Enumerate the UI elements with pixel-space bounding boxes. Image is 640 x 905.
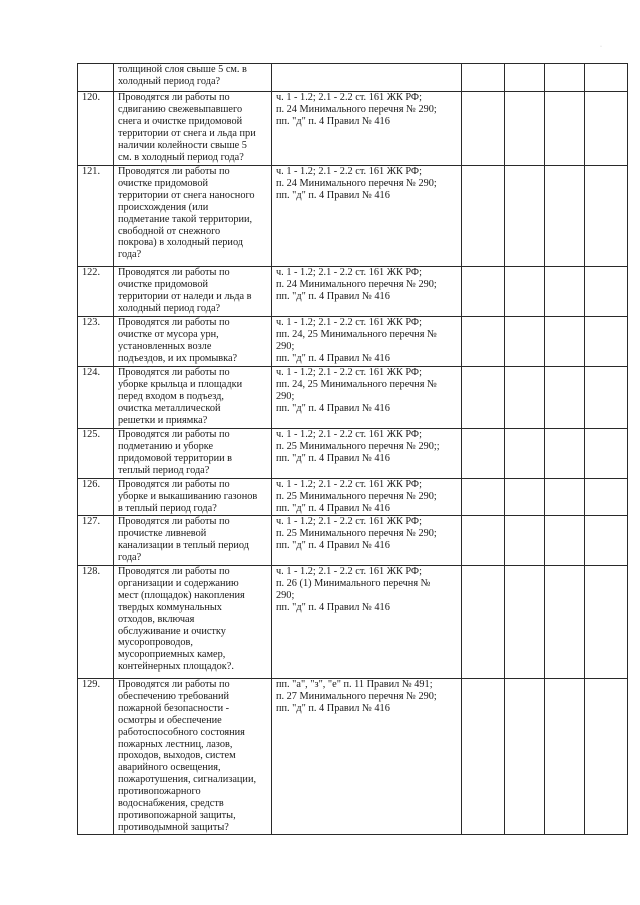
answer-cell-4[interactable] — [585, 367, 628, 429]
reference-line: 290; — [276, 589, 295, 601]
answer-cell-4[interactable] — [585, 479, 628, 516]
row-number: 124. — [78, 367, 114, 429]
answer-cell-1[interactable] — [462, 566, 505, 679]
row-number: 128. — [78, 566, 114, 679]
reference-line: п. 27 Минимального перечня № 290; — [276, 690, 437, 702]
answer-cell-2[interactable] — [505, 429, 545, 479]
reference-line: пп. "д" п. 4 Правил № 416 — [276, 189, 390, 201]
answer-cell-1[interactable] — [462, 679, 505, 835]
answer-cell-2[interactable] — [505, 166, 545, 267]
question-line: обеспечению требований — [118, 690, 230, 702]
reference-cell — [272, 566, 462, 679]
answer-cell-3[interactable] — [545, 92, 585, 166]
table-row — [78, 166, 628, 267]
question-cell — [114, 317, 272, 367]
row-number: 123. — [78, 317, 114, 367]
question-line: решетки и приямка? — [118, 414, 208, 426]
question-line: мест (площадок) накопления — [118, 589, 245, 601]
reference-line: пп. "д" п. 4 Правил № 416 — [276, 601, 390, 613]
table-row — [78, 566, 628, 679]
table-row — [78, 317, 628, 367]
question-line: холодный период года? — [118, 75, 221, 87]
answer-cell-2[interactable] — [505, 92, 545, 166]
page-mark: · — [600, 44, 602, 50]
answer-cell-1[interactable] — [462, 479, 505, 516]
reference-cell — [272, 64, 462, 92]
question-cell — [114, 92, 272, 166]
answer-cell-3[interactable] — [545, 367, 585, 429]
answer-cell-2[interactable] — [505, 516, 545, 566]
question-line: происхождения (или — [118, 201, 209, 213]
question-line: очистка металлической — [118, 402, 221, 414]
question-line: наличии колейности свыше 5 — [118, 139, 247, 151]
answer-cell-1[interactable] — [462, 317, 505, 367]
reference-line: ч. 1 - 1.2; 2.1 - 2.2 ст. 161 ЖК РФ; — [276, 166, 422, 177]
question-line: обслуживание и очистку — [118, 625, 226, 637]
reference-line: ч. 1 - 1.2; 2.1 - 2.2 ст. 161 ЖК РФ; — [276, 479, 422, 490]
question-line: Проводятся ли работы по — [118, 317, 230, 328]
question-line: противопожарного — [118, 786, 201, 798]
answer-cell-4[interactable] — [585, 679, 628, 835]
answer-cell-3[interactable] — [545, 679, 585, 835]
reference-line: 290; — [276, 390, 295, 402]
reference-line: пп. "д" п. 4 Правил № 416 — [276, 539, 390, 551]
question-line: отходов, включая — [118, 613, 195, 625]
question-line: покрова) в холодный период — [118, 237, 244, 249]
question-line: уборке крыльца и площадки — [118, 378, 243, 390]
answer-cell-1[interactable] — [462, 92, 505, 166]
answer-cell-3[interactable] — [545, 516, 585, 566]
question-line: придомовой территории в — [118, 452, 233, 464]
answer-cell-4[interactable] — [585, 92, 628, 166]
question-line: Проводятся ли работы по — [118, 166, 230, 177]
answer-cell-1[interactable] — [462, 367, 505, 429]
question-line: твердых коммунальных — [118, 601, 222, 613]
question-line: уборке и выкашиванию газонов — [118, 490, 258, 502]
question-line: водоснабжения, средств — [118, 798, 224, 810]
row-number: 121. — [78, 166, 114, 267]
reference-line: п. 26 (1) Минимального перечня № — [276, 577, 431, 589]
reference-line: пп. "д" п. 4 Правил № 416 — [276, 290, 390, 302]
question-line: территории от снега и льда при — [118, 127, 256, 139]
table-row — [78, 64, 628, 92]
answer-cell-3[interactable] — [545, 267, 585, 317]
reference-cell — [272, 267, 462, 317]
question-line: Проводятся ли работы по — [118, 429, 230, 440]
reference-line: ч. 1 - 1.2; 2.1 - 2.2 ст. 161 ЖК РФ; — [276, 429, 422, 440]
table-row — [78, 679, 628, 835]
reference-line: пп. 24, 25 Минимального перечня № — [276, 378, 437, 390]
question-line: холодный период года? — [118, 302, 221, 314]
question-line: работоспособного состояния — [118, 726, 245, 738]
row-number — [78, 64, 114, 92]
question-line: территории от наледи и льда в — [118, 290, 252, 302]
reference-line: ч. 1 - 1.2; 2.1 - 2.2 ст. 161 ЖК РФ; — [276, 367, 422, 378]
reference-line: пп. "д" п. 4 Правил № 416 — [276, 452, 390, 464]
answer-cell-1[interactable] — [462, 516, 505, 566]
question-line: территории от снега наносного — [118, 189, 255, 201]
question-cell — [114, 566, 272, 679]
reference-cell — [272, 516, 462, 566]
answer-cell-3[interactable] — [545, 429, 585, 479]
question-line: установленных возле — [118, 340, 212, 352]
question-cell — [114, 267, 272, 317]
answer-cell-4[interactable] — [585, 429, 628, 479]
answer-cell-2[interactable] — [505, 64, 545, 92]
answer-cell-3[interactable] — [545, 166, 585, 267]
table-row — [78, 429, 628, 479]
question-line: Проводятся ли работы по — [118, 679, 230, 690]
question-line: подметанию и уборке — [118, 440, 214, 452]
row-number: 125. — [78, 429, 114, 479]
reference-line: пп. "д" п. 4 Правил № 416 — [276, 702, 390, 714]
question-line: организации и содержанию — [118, 577, 239, 589]
question-line: проходов, выходов, систем — [118, 750, 236, 762]
question-cell — [114, 679, 272, 835]
reference-cell — [272, 479, 462, 516]
question-line: мусоропроводов, — [118, 637, 193, 649]
answer-cell-1[interactable] — [462, 166, 505, 267]
answer-cell-3[interactable] — [545, 566, 585, 679]
answer-cell-1[interactable] — [462, 267, 505, 317]
reference-cell — [272, 429, 462, 479]
question-line: снега и очистке придомовой — [118, 115, 243, 127]
question-line: сдвиганию свежевыпавшего — [118, 103, 243, 115]
answer-cell-2[interactable] — [505, 267, 545, 317]
reference-line: пп. 24, 25 Минимального перечня № — [276, 328, 437, 340]
question-line: года? — [118, 249, 142, 261]
reference-line: п. 24 Минимального перечня № 290; — [276, 177, 437, 189]
table-row — [78, 479, 628, 516]
question-line: канализации в теплый период — [118, 539, 249, 551]
question-line: очистке придомовой — [118, 278, 209, 290]
answer-cell-2[interactable] — [505, 367, 545, 429]
answer-cell-4[interactable] — [585, 516, 628, 566]
question-line: в теплый период года? — [118, 502, 217, 514]
reference-line: п. 25 Минимального перечня № 290; — [276, 490, 437, 502]
question-line: контейнерных площадок?. — [118, 661, 234, 673]
answer-cell-4[interactable] — [585, 317, 628, 367]
reference-line: пп. "д" п. 4 Правил № 416 — [276, 115, 390, 127]
row-number: 120. — [78, 92, 114, 166]
question-line: свободной от снежного — [118, 225, 221, 237]
answer-cell-4[interactable] — [585, 267, 628, 317]
question-line: аварийного освещения, — [118, 762, 221, 774]
reference-line: п. 25 Минимального перечня № 290;; — [276, 440, 440, 452]
question-cell — [114, 479, 272, 516]
reference-line: пп. "д" п. 4 Правил № 416 — [276, 502, 390, 514]
row-number: 126. — [78, 479, 114, 516]
reference-line: пп. "д" п. 4 Правил № 416 — [276, 402, 390, 414]
checklist-table — [77, 63, 628, 835]
question-line: Проводятся ли работы по — [118, 479, 230, 490]
reference-cell — [272, 679, 462, 835]
question-line: Проводятся ли работы по — [118, 92, 230, 103]
question-cell — [114, 64, 272, 92]
question-line: осмотры и обеспечение — [118, 714, 222, 726]
question-cell — [114, 166, 272, 267]
question-line: очистке придомовой — [118, 177, 209, 189]
reference-line: 290; — [276, 340, 295, 352]
question-cell — [114, 516, 272, 566]
question-line: см. в холодный период года? — [118, 151, 244, 163]
question-line: прочистке ливневой — [118, 527, 207, 539]
row-number: 122. — [78, 267, 114, 317]
question-line: пожаротушения, сигнализации, — [118, 774, 257, 786]
answer-cell-4[interactable] — [585, 166, 628, 267]
reference-cell — [272, 92, 462, 166]
answer-cell-4[interactable] — [585, 566, 628, 679]
answer-cell-2[interactable] — [505, 479, 545, 516]
reference-cell — [272, 367, 462, 429]
question-line: Проводятся ли работы по — [118, 367, 230, 378]
answer-cell-2[interactable] — [505, 679, 545, 835]
answer-cell-3[interactable] — [545, 64, 585, 92]
question-line: теплый период года? — [118, 464, 210, 476]
question-line: года? — [118, 551, 142, 563]
row-number: 129. — [78, 679, 114, 835]
reference-cell — [272, 166, 462, 267]
table-row — [78, 367, 628, 429]
question-cell — [114, 367, 272, 429]
reference-line: ч. 1 - 1.2; 2.1 - 2.2 ст. 161 ЖК РФ; — [276, 92, 422, 103]
question-line: пожарной безопасности - — [118, 702, 230, 714]
question-line: пожарных лестниц, лазов, — [118, 738, 233, 750]
reference-cell — [272, 317, 462, 367]
reference-line: ч. 1 - 1.2; 2.1 - 2.2 ст. 161 ЖК РФ; — [276, 267, 422, 278]
question-line: противодымной защиты? — [118, 821, 229, 833]
answer-cell-1[interactable] — [462, 64, 505, 92]
reference-line: пп. "а", "з", "е" п. 11 Правил № 491; — [276, 679, 433, 690]
question-line: Проводятся ли работы по — [118, 516, 230, 527]
reference-line: п. 24 Минимального перечня № 290; — [276, 278, 437, 290]
answer-cell-2[interactable] — [505, 566, 545, 679]
reference-line: ч. 1 - 1.2; 2.1 - 2.2 ст. 161 ЖК РФ; — [276, 516, 422, 527]
answer-cell-4[interactable] — [585, 64, 628, 92]
reference-line: п. 25 Минимального перечня № 290; — [276, 527, 437, 539]
question-cell — [114, 429, 272, 479]
table-row — [78, 267, 628, 317]
reference-line: ч. 1 - 1.2; 2.1 - 2.2 ст. 161 ЖК РФ; — [276, 566, 422, 577]
question-line: перед входом в подъезд, — [118, 390, 224, 402]
reference-line: ч. 1 - 1.2; 2.1 - 2.2 ст. 161 ЖК РФ; — [276, 317, 422, 328]
reference-line: пп. "д" п. 4 Правил № 416 — [276, 352, 390, 364]
question-line: толщиной слоя свыше 5 см. в — [118, 64, 247, 75]
row-number: 127. — [78, 516, 114, 566]
question-line: подметание такой территории, — [118, 213, 253, 225]
question-line: противопожарной защиты, — [118, 809, 236, 821]
question-line: Проводятся ли работы по — [118, 267, 230, 278]
table-row — [78, 92, 628, 166]
answer-cell-1[interactable] — [462, 429, 505, 479]
answer-cell-3[interactable] — [545, 317, 585, 367]
question-line: подъездов, и их промывка? — [118, 352, 238, 364]
question-line: Проводятся ли работы по — [118, 566, 230, 577]
answer-cell-2[interactable] — [505, 317, 545, 367]
question-line: мусороприемных камер, — [118, 649, 226, 661]
table-row — [78, 516, 628, 566]
reference-line: п. 24 Минимального перечня № 290; — [276, 103, 437, 115]
question-line: очистке от мусора урн, — [118, 328, 219, 340]
table-body — [78, 64, 628, 835]
answer-cell-3[interactable] — [545, 479, 585, 516]
